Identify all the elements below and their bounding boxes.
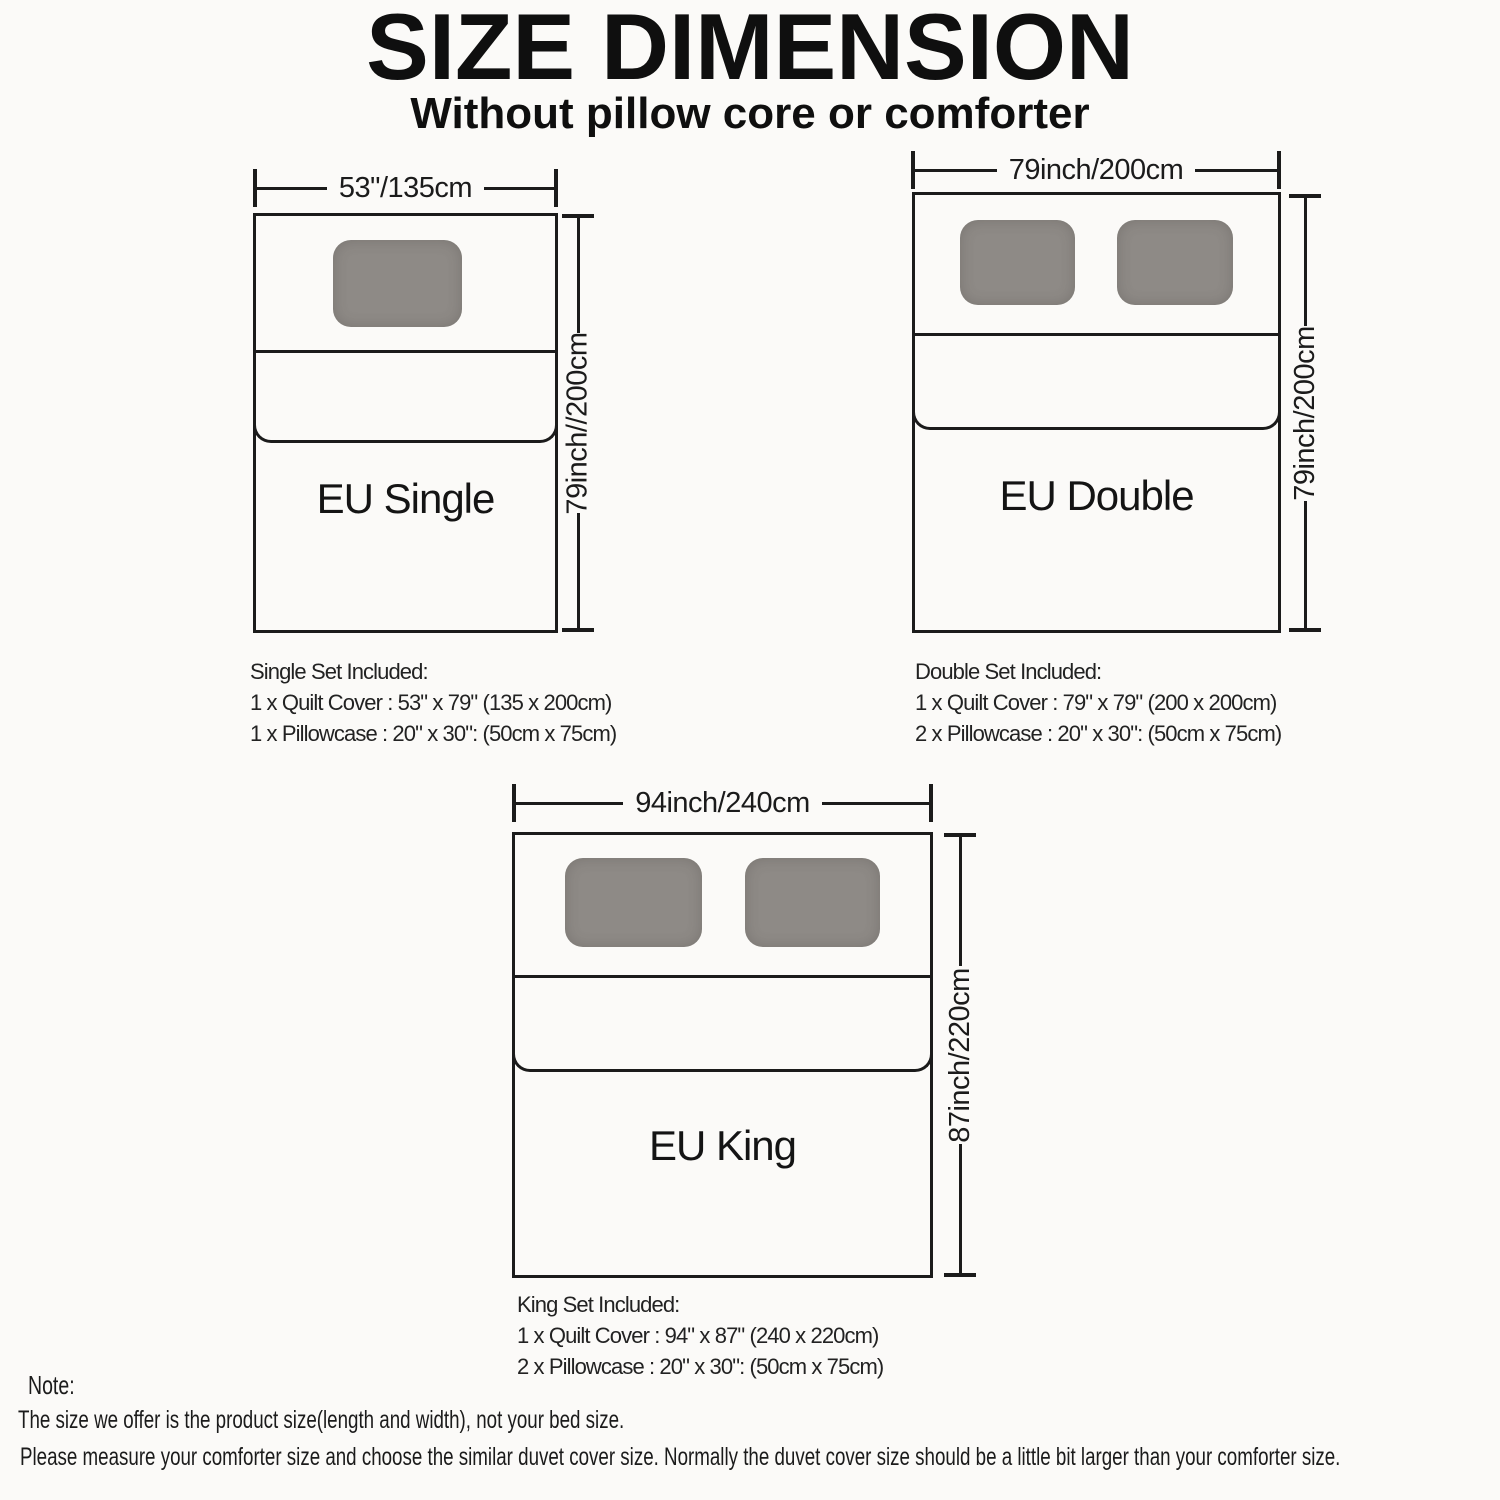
note-line-1-text: The size we offer is the product size(length and width), not your bed size. bbox=[18, 1406, 625, 1434]
page-subtitle: Without pillow core or comforter bbox=[410, 89, 1090, 138]
king-height-label-wrap bbox=[944, 966, 976, 1144]
dimension-line bbox=[915, 169, 997, 172]
dimension-line bbox=[959, 837, 962, 966]
double-height-dimension bbox=[1289, 194, 1321, 632]
set-line: 2 x Pillowcase : 20" x 30": (50cm x 75cm) bbox=[517, 1354, 884, 1379]
quilt-fold-line bbox=[253, 350, 558, 443]
set-line: 1 x Quilt Cover : 53" x 79" (135 x 200cm) bbox=[250, 690, 612, 715]
double-width-label: 79inch/200cm bbox=[1008, 153, 1184, 186]
set-line: 2 x Pillowcase : 20" x 30": (50cm x 75cm) bbox=[915, 721, 1282, 746]
double-set-details bbox=[915, 656, 1281, 749]
single-height-label: 79inch//200cm bbox=[561, 331, 594, 515]
pillow bbox=[565, 858, 702, 947]
note-line-2-text: Please measure your comforter size and choose the similar duvet cover size. Normally the duvet cover size should be a little bit larger than your comforter size. bbox=[20, 1443, 1341, 1471]
pillow bbox=[333, 240, 462, 327]
note-heading-text: Note: bbox=[28, 1370, 75, 1400]
dimension-line bbox=[516, 802, 623, 805]
pillow bbox=[745, 858, 880, 947]
dimension-tick bbox=[554, 169, 558, 207]
double-width-dimension bbox=[911, 151, 1281, 189]
dimension-line bbox=[257, 187, 327, 190]
set-title: Double Set Included: bbox=[915, 659, 1102, 684]
single-bed-outline bbox=[253, 213, 558, 633]
single-height-dimension bbox=[562, 214, 594, 632]
dimension-line bbox=[959, 1144, 962, 1273]
single-height-label-wrap bbox=[562, 333, 594, 513]
dimension-tick bbox=[1289, 628, 1321, 632]
page-title: SIZE DIMENSION bbox=[366, 0, 1134, 99]
note-line-1 bbox=[18, 1406, 826, 1435]
pillow bbox=[960, 220, 1075, 305]
dimension-line bbox=[484, 187, 554, 190]
king-bed-name: EU King bbox=[648, 1122, 797, 1169]
quilt-fold-line bbox=[912, 333, 1281, 430]
single-width-dimension bbox=[253, 169, 558, 207]
dimension-tick bbox=[944, 1273, 976, 1277]
quilt-fold-line bbox=[512, 975, 933, 1072]
king-width-dimension bbox=[512, 784, 933, 822]
dimension-line bbox=[822, 802, 929, 805]
double-height-label-wrap bbox=[1289, 326, 1321, 501]
dimension-tick bbox=[929, 784, 933, 822]
double-bed-name: EU Double bbox=[999, 472, 1194, 519]
king-width-label: 94inch/240cm bbox=[635, 786, 810, 819]
double-bed-outline bbox=[912, 192, 1281, 633]
dimension-line bbox=[577, 513, 580, 628]
dimension-line bbox=[1304, 501, 1307, 629]
dimension-line bbox=[1195, 169, 1277, 172]
set-line: 1 x Quilt Cover : 94" x 87" (240 x 220cm) bbox=[517, 1323, 879, 1348]
king-height-dimension bbox=[944, 833, 976, 1277]
single-width-label: 53"/135cm bbox=[338, 171, 473, 204]
note-line-2 bbox=[20, 1443, 1500, 1472]
dimension-tick bbox=[562, 628, 594, 632]
set-line: 1 x Quilt Cover : 79" x 79" (200 x 200cm) bbox=[915, 690, 1277, 715]
dimension-line bbox=[577, 218, 580, 333]
set-line: 1 x Pillowcase : 20" x 30": (50cm x 75cm) bbox=[250, 721, 617, 746]
dimension-tick bbox=[1277, 151, 1281, 189]
dimension-line bbox=[1304, 198, 1307, 326]
king-set-details bbox=[517, 1289, 883, 1382]
set-title: Single Set Included: bbox=[250, 659, 428, 684]
single-set-details bbox=[250, 656, 616, 749]
single-bed-name: EU Single bbox=[316, 475, 495, 522]
note-heading bbox=[28, 1370, 90, 1401]
king-height-label: 87inch/220cm bbox=[943, 967, 976, 1143]
double-height-label: 79inch/200cm bbox=[1288, 325, 1321, 501]
king-bed-outline bbox=[512, 832, 933, 1278]
pillow bbox=[1117, 220, 1233, 305]
set-title: King Set Included: bbox=[517, 1292, 680, 1317]
